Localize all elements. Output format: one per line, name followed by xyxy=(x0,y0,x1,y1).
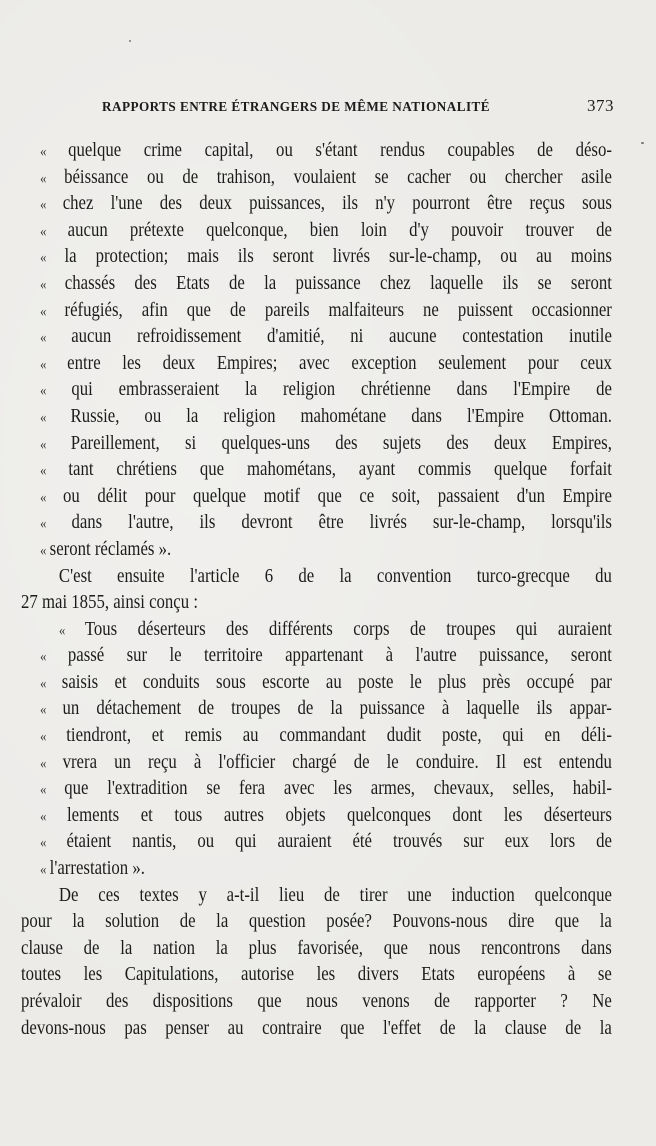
page-number: 373 xyxy=(587,96,614,115)
paper-speck xyxy=(129,40,131,42)
text-line: C'est ensuite l'article 6 de la convention turco-grecque du xyxy=(58,565,612,587)
text-line: pour la solution de la question posée? Pouvons-nous dire que la xyxy=(21,911,612,933)
text-line: 27 mai 1855, ainsi conçu : xyxy=(21,592,198,614)
text-line: De ces textes y a-t-il lieu de tirer une induction quelconque xyxy=(58,884,612,906)
text-line: « seront réclamés ». xyxy=(40,537,612,564)
text-line: « aucun refroidissement d'amitié, ni aucune contestation inutile xyxy=(40,324,612,351)
text-line: « qui embrasseraient la religion chrétienne dans l'Empire de xyxy=(40,377,612,404)
text-line: « chez l'une des deux puissances, ils n'y pourront être reçus sous xyxy=(40,191,612,218)
text-line: « lements et tous autres objets quelconques dont les déserteurs xyxy=(40,803,612,830)
text-line: « Tous déserteurs des différents corps de troupes qui auraient xyxy=(40,617,612,644)
text-line: clause de la nation la plus favorisée, que nous rencontrons dans xyxy=(21,937,612,959)
text-line: « aucun prétexte quelconque, bien loin d'y pouvoir trouver de xyxy=(40,218,612,245)
text-line: « Russie, ou la religion mahométane dans l'Empire Ottoman. xyxy=(40,404,612,431)
text-line: « saisis et conduits sous escorte au poste le plus près occupé par xyxy=(40,670,612,697)
text-line: devons-nous pas penser au contraire que l'effet de la clause de la xyxy=(21,1017,612,1039)
text-line: « Pareillement, si quelques-uns des sujets des deux Empires, xyxy=(40,431,612,458)
running-title: RAPPORTS ENTRE ÉTRANGERS DE MÊME NATIONALITÉ xyxy=(102,99,491,114)
text-line: « dans l'autre, ils devront être livrés sur-le-champ, lorsqu'ils xyxy=(40,510,612,537)
text-line: « que l'extradition se fera avec les armes, chevaux, selles, habil- xyxy=(40,776,612,803)
text-line: « ou délit pour quelque motif que ce soit, passaient d'un Empire xyxy=(40,484,612,511)
text-line: « tant chrétiens que mahométans, ayant commis quelque forfait xyxy=(40,457,612,484)
text-line: prévaloir des dispositions que nous venons de rapporter ? Ne xyxy=(21,991,612,1012)
text-line: « réfugiés, afin que de pareils malfaiteurs ne puissent occasionner xyxy=(40,298,612,325)
text-line: « la protection; mais ils seront livrés sur-le-champ, ou au moins xyxy=(40,244,612,271)
text-line: « étaient nantis, ou qui auraient été trouvés sur eux lors de xyxy=(40,829,612,856)
text-line: « passé sur le territoire appartenant à l'autre puissance, seront xyxy=(40,643,612,670)
text-line: « vrera un reçu à l'officier chargé de le conduire. Il est entendu xyxy=(40,750,612,777)
body-text xyxy=(21,138,612,1042)
text-line: « quelque crime capital, ou s'étant rendus coupables de déso- xyxy=(40,138,612,165)
text-line: « entre les deux Empires; avec exception seulement pour ceux xyxy=(40,351,612,378)
text-line: « l'arrestation ». xyxy=(40,856,612,883)
text-line: « tiendront, et remis au commandant dudit poste, qui en déli- xyxy=(40,723,612,750)
paper-speck xyxy=(641,142,644,144)
running-header xyxy=(102,96,614,118)
text-line: « chassés des Etats de la puissance chez laquelle ils se seront xyxy=(40,271,612,298)
text-line: « béissance ou de trahison, voulaient se cacher ou chercher asile xyxy=(40,165,612,192)
text-line: « un détachement de troupes de la puissance à laquelle ils appar- xyxy=(40,696,612,723)
text-line: toutes les Capitulations, autorise les divers Etats européens à se xyxy=(21,964,612,986)
